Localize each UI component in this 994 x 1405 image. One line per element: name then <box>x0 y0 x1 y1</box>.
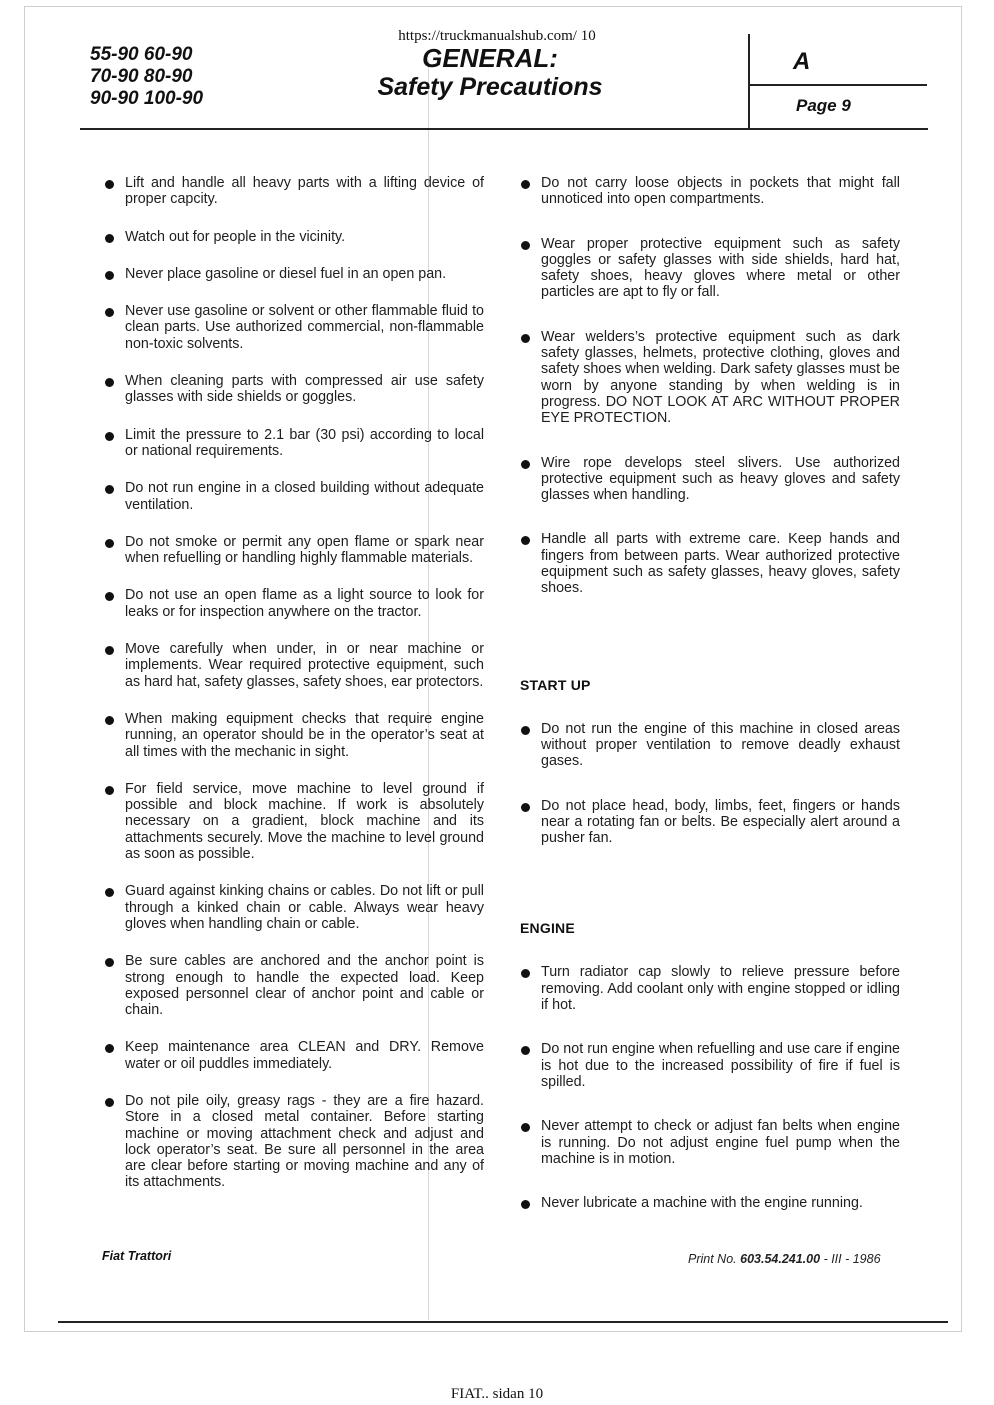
list-item: Handle all parts with extreme care. Keep hands and fingers from between parts. Wear authorized protective equipment such as safety glasses, heavy gloves, safety shoes. <box>520 531 900 596</box>
bullet-icon <box>521 460 530 469</box>
list-item: Do not run engine in a closed building without adequate ventilation. <box>104 480 484 513</box>
list-item: Turn radiator cap slowly to relieve pressure before removing. Add coolant only with engine stopped or idling if hot. <box>520 964 900 1013</box>
publisher-name: Fiat Trattori <box>102 1249 172 1263</box>
page-caption: FIAT.. sidan 10 <box>450 1386 544 1402</box>
bullet-icon <box>521 180 530 189</box>
footer-rule <box>58 1321 948 1323</box>
list-item: Do not run engine when refuelling and use care if engine is hot due to the increased possibility of fire if fuel is spilled. <box>520 1041 900 1090</box>
list-item: For field service, move machine to level ground if possible and block machine. If work is absolutely necessary on a gradient, block machine and its attachments securely. Move the machine to level ground as soon as possible. <box>104 781 484 862</box>
list-item: When making equipment checks that require engine running, an operator should be in the operator’s seat at all times with the mechanic in sight. <box>104 711 484 760</box>
section-heading-start-up: START UP <box>520 676 591 693</box>
bullet-icon <box>105 786 114 795</box>
page-title <box>350 44 630 102</box>
model-line: 70-90 80-90 <box>90 66 193 87</box>
right-column <box>520 175 900 1211</box>
bullet-icon <box>105 646 114 655</box>
bullet-icon <box>105 234 114 243</box>
title-line-2: Safety Precautions <box>377 73 603 101</box>
bullet-icon <box>521 803 530 812</box>
list-item: Never lubricate a machine with the engine running. <box>520 1195 900 1211</box>
bullet-icon <box>105 716 114 725</box>
print-number: Print No. 603.54.241.00 - III - 1986 <box>688 1252 881 1266</box>
list-item: Do not smoke or permit any open flame or spark near when refuelling or handling highly flammable materials. <box>104 534 484 567</box>
list-item: Never use gasoline or solvent or other flammable fluid to clean parts. Use authorized commercial, non-flammable non-toxic solvents. <box>104 303 484 352</box>
bullet-icon <box>105 1044 114 1053</box>
bullet-icon <box>521 536 530 545</box>
list-item: Wear proper protective equipment such as safety goggles or safety glasses with side shields, hard hat, safety shoes, heavy gloves where metal or other particles are apt to fly or fall. <box>520 236 900 301</box>
bullet-icon <box>105 378 114 387</box>
bullet-icon <box>521 1200 530 1209</box>
list-item: Never attempt to check or adjust fan belts when engine is running. Do not adjust engine fuel pump when the machine is in motion. <box>520 1118 900 1167</box>
bullet-icon <box>105 888 114 897</box>
list-item: Limit the pressure to 2.1 bar (30 psi) according to local or national requirements. <box>104 427 484 460</box>
list-item: Watch out for people in the vicinity. <box>104 229 484 245</box>
list-item: Lift and handle all heavy parts with a lifting device of proper capcity. <box>104 175 484 208</box>
bullet-icon <box>105 958 114 967</box>
model-line: 90-90 100-90 <box>90 88 204 109</box>
bullet-icon <box>521 1123 530 1132</box>
list-item: Do not run the engine of this machine in closed areas without proper ventilation to remove deadly exhaust gases. <box>520 721 900 770</box>
bullet-icon <box>521 969 530 978</box>
bullet-icon <box>105 592 114 601</box>
left-column <box>104 175 484 1191</box>
bullet-icon <box>521 334 530 343</box>
title-line-1: GENERAL: <box>422 43 558 73</box>
bullet-icon <box>521 1046 530 1055</box>
page-number: Page 9 <box>796 96 851 115</box>
bullet-icon <box>105 485 114 494</box>
list-item: Do not pile oily, greasy rags - they are a fire hazard. Store in a closed metal container. Before starting machine or moving attachment check and adjust and lock operator’s seat. Be sure all personnel in the area are clear before starting or moving machine and any of its attachments. <box>104 1093 484 1191</box>
header-divider <box>748 34 750 129</box>
list-item: Move carefully when under, in or near machine or implements. Wear required protective equipment, such as hard hat, safety glasses, safety shoes, ear protectors. <box>104 641 484 690</box>
list-item: Never place gasoline or diesel fuel in an open pan. <box>104 266 484 282</box>
list-item: Guard against kinking chains or cables. Do not lift or pull through a kinked chain or cable. Always wear heavy gloves when handling chain or cable. <box>104 883 484 932</box>
bullet-icon <box>521 726 530 735</box>
bullet-icon <box>105 271 114 280</box>
bullet-icon <box>521 241 530 250</box>
source-url[interactable]: https://truckmanualshub.com/ 10 <box>398 28 596 44</box>
bullet-icon <box>105 1098 114 1107</box>
list-item: Wire rope develops steel slivers. Use authorized protective equipment such as heavy gloves and safety glasses when handling. <box>520 455 900 504</box>
list-item: Do not use an open flame as a light source to look for leaks or for inspection anywhere on the tractor. <box>104 587 484 620</box>
header-rule <box>80 128 928 130</box>
list-item: Keep maintenance area CLEAN and DRY. Remove water or oil puddles immediately. <box>104 1039 484 1072</box>
model-line: 55-90 60-90 <box>90 44 193 65</box>
model-list <box>90 44 290 110</box>
section-letter: A <box>793 48 811 75</box>
list-item: Do not carry loose objects in pockets that might fall unnoticed into open compartments. <box>520 175 900 208</box>
bullet-icon <box>105 308 114 317</box>
header-box-rule <box>749 84 927 86</box>
bullet-icon <box>105 432 114 441</box>
list-item: Be sure cables are anchored and the anchor point is strong enough to handle the expected load. Keep exposed personnel clear of anchor point and cable or chain. <box>104 953 484 1018</box>
list-item: Wear welders’s protective equipment such as dark safety glasses, helmets, protective clothing, gloves and safety shoes when welding. Dark safety glasses must be worn by anyone standing by when welding is in progress. DO NOT LOOK AT ARC WITHOUT PROPER EYE PROTECTION. <box>520 329 900 427</box>
list-item: When cleaning parts with compressed air use safety glasses with side shields or goggles. <box>104 373 484 406</box>
bullet-icon <box>105 539 114 548</box>
list-item: Do not place head, body, limbs, feet, fingers or hands near a rotating fan or belts. Be especially alert around a pusher fan. <box>520 798 900 847</box>
section-heading-engine: ENGINE <box>520 920 575 937</box>
bullet-icon <box>105 180 114 189</box>
